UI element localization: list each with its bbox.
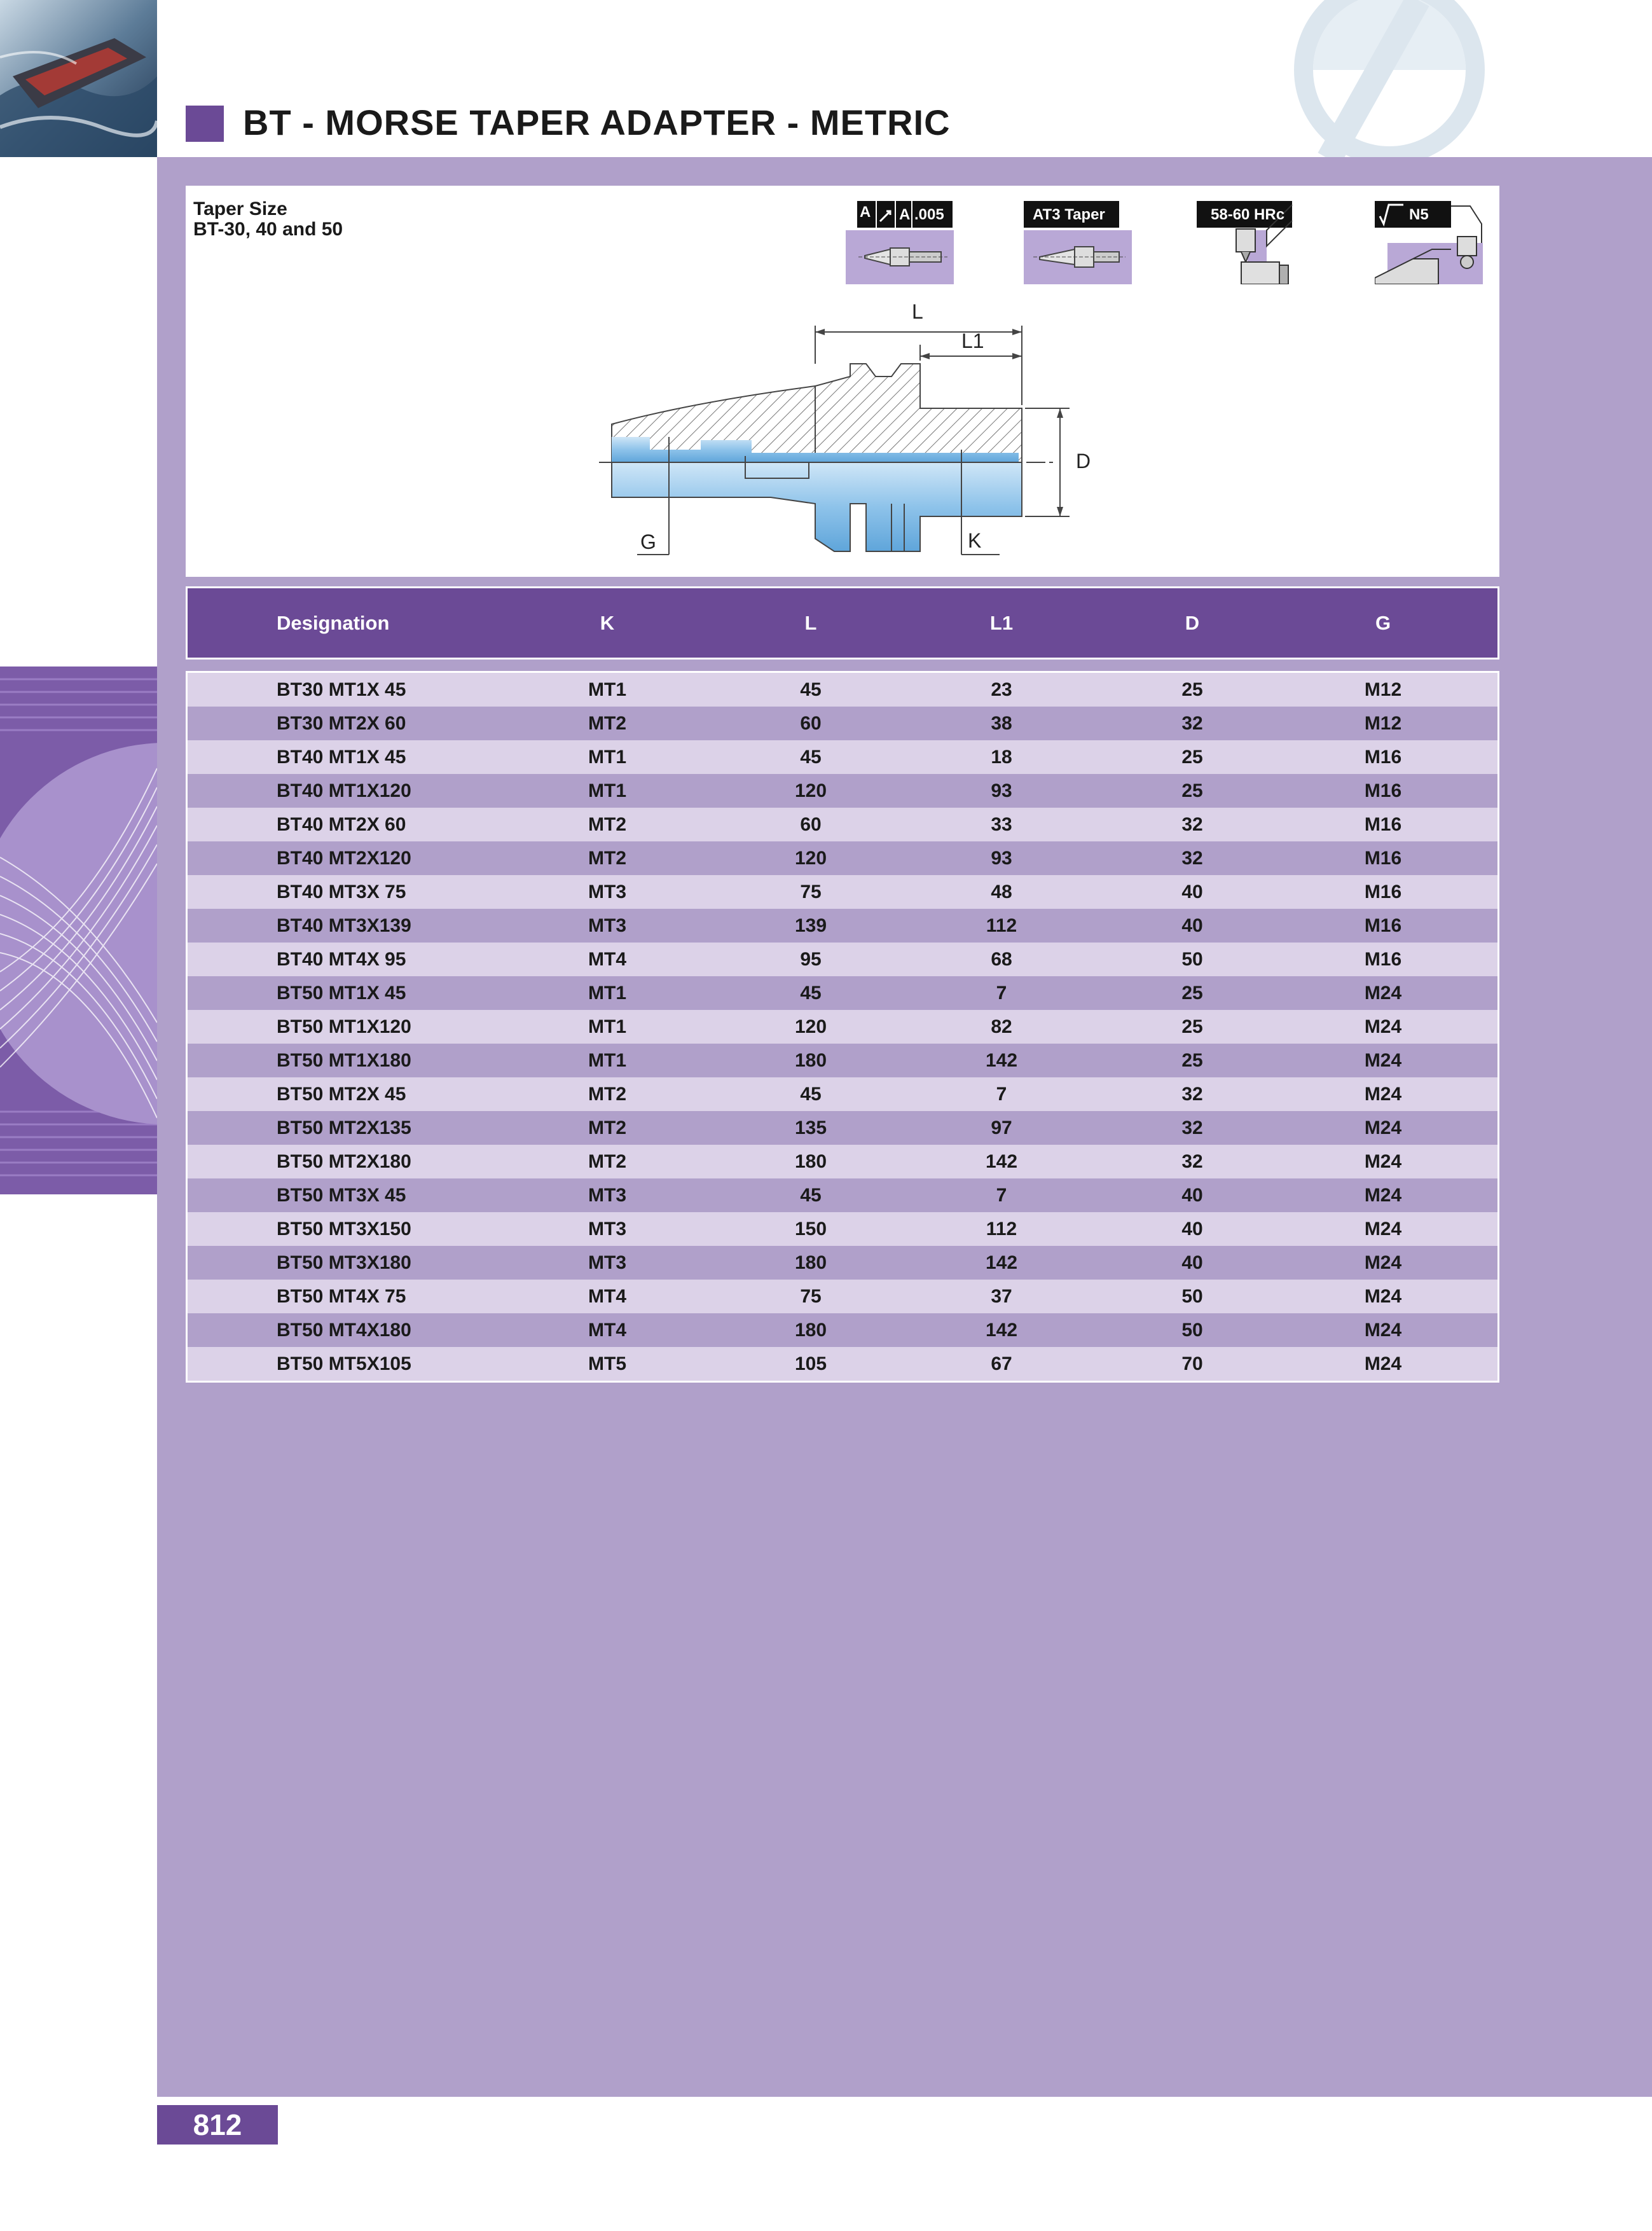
table-row <box>188 1044 1497 1077</box>
cell-d: 40 <box>1181 881 1203 902</box>
cell-l: 120 <box>794 780 827 801</box>
cell-k: MT1 <box>588 983 626 1004</box>
cell-k: MT1 <box>588 780 626 801</box>
cell-g: M24 <box>1364 1117 1402 1138</box>
spec-table-body <box>186 671 1499 1383</box>
cell-g: M16 <box>1364 848 1402 869</box>
table-row <box>188 841 1497 875</box>
table-row <box>188 707 1497 740</box>
cell-designation: BT30 MT2X 60 <box>277 713 406 734</box>
cell-k: MT4 <box>588 1286 626 1307</box>
cell-l: 135 <box>794 1117 827 1138</box>
cell-k: MT3 <box>588 1252 626 1273</box>
cell-k: MT2 <box>588 1117 626 1138</box>
cell-l: 95 <box>800 949 822 970</box>
hero-photo <box>0 0 157 157</box>
cell-d: 40 <box>1181 1219 1203 1240</box>
cell-l: 60 <box>800 814 822 835</box>
cell-k: MT3 <box>588 881 626 902</box>
cell-g: M24 <box>1364 1050 1402 1071</box>
cell-k: MT2 <box>588 814 626 835</box>
cell-d: 50 <box>1181 949 1203 970</box>
cell-l1: 48 <box>991 881 1012 902</box>
table-row <box>188 976 1497 1010</box>
taper-size-label: Taper Size <box>193 198 287 219</box>
cell-designation: BT50 MT4X 75 <box>277 1286 406 1307</box>
cell-g: M12 <box>1364 679 1402 700</box>
cell-l1: 38 <box>991 713 1012 734</box>
runout-datum-a-second: A <box>899 206 911 223</box>
table-row <box>188 1111 1497 1145</box>
cell-g: M16 <box>1364 949 1402 970</box>
cell-g: M24 <box>1364 1151 1402 1172</box>
cell-k: MT3 <box>588 1219 626 1240</box>
cell-k: MT3 <box>588 1185 626 1206</box>
cell-d: 32 <box>1181 1084 1203 1105</box>
cell-designation: BT40 MT1X120 <box>277 780 411 801</box>
cell-d: 40 <box>1181 1252 1203 1273</box>
cell-designation: BT50 MT3X180 <box>277 1252 411 1273</box>
cell-g: M24 <box>1364 1353 1402 1374</box>
table-row <box>188 1178 1497 1212</box>
table-row <box>188 673 1497 707</box>
cell-k: MT1 <box>588 1016 626 1037</box>
cell-d: 50 <box>1181 1286 1203 1307</box>
adapter-technical-drawing <box>599 300 1267 574</box>
cell-l: 120 <box>794 848 827 869</box>
cell-l: 139 <box>794 915 827 936</box>
runout-spec-icon <box>846 198 954 284</box>
cell-l1: 142 <box>985 1050 1018 1071</box>
cell-l: 180 <box>794 1320 827 1341</box>
cell-g: M16 <box>1364 915 1402 936</box>
cell-l1: 112 <box>986 915 1017 936</box>
cell-l1: 23 <box>991 679 1012 700</box>
cell-k: MT4 <box>588 1320 626 1341</box>
cell-g: M16 <box>1364 780 1402 801</box>
cell-designation: BT40 MT1X 45 <box>277 747 406 768</box>
cell-l: 75 <box>800 1286 822 1307</box>
cell-k: MT1 <box>588 747 626 768</box>
cell-designation: BT50 MT4X180 <box>277 1320 411 1341</box>
cell-d: 25 <box>1181 1016 1203 1037</box>
cell-k: MT1 <box>588 679 626 700</box>
cell-d: 70 <box>1181 1353 1203 1374</box>
cell-l: 45 <box>800 747 822 768</box>
table-row <box>188 1313 1497 1347</box>
hardness-label: 58-60 HRc <box>1211 206 1285 223</box>
cell-l: 120 <box>794 1016 827 1037</box>
cell-l1: 7 <box>996 1084 1007 1105</box>
page-title: BT - MORSE TAPER ADAPTER - METRIC <box>243 102 951 142</box>
cell-g: M24 <box>1364 1185 1402 1206</box>
cell-g: M24 <box>1364 1016 1402 1037</box>
table-row <box>188 943 1497 976</box>
cell-l1: 33 <box>991 814 1012 835</box>
cell-designation: BT40 MT3X 75 <box>277 881 406 902</box>
cell-designation: BT50 MT2X 45 <box>277 1084 406 1105</box>
table-row <box>188 774 1497 808</box>
taper-grade-label: AT3 Taper <box>1033 206 1105 223</box>
cell-d: 25 <box>1181 780 1203 801</box>
cell-l1: 93 <box>991 848 1012 869</box>
cell-l1: 93 <box>991 780 1012 801</box>
cell-l: 180 <box>794 1050 827 1071</box>
cell-l1: 7 <box>996 1185 1007 1206</box>
cell-l: 105 <box>794 1353 827 1374</box>
decorative-wave-band <box>0 667 157 1194</box>
dimension-label-k: K <box>968 529 982 552</box>
cell-d: 25 <box>1181 679 1203 700</box>
runout-datum-a: A <box>860 204 871 221</box>
cell-g: M16 <box>1364 814 1402 835</box>
cell-l: 75 <box>800 881 822 902</box>
header-g: G <box>1375 612 1391 634</box>
cell-d: 32 <box>1181 1117 1203 1138</box>
header-l: L <box>804 612 817 634</box>
cell-d: 32 <box>1181 814 1203 835</box>
table-row <box>188 1212 1497 1246</box>
cell-g: M24 <box>1364 1286 1402 1307</box>
cell-k: MT4 <box>588 949 626 970</box>
cell-designation: BT50 MT2X135 <box>277 1117 411 1138</box>
header-l1: L1 <box>989 612 1014 634</box>
cell-l1: 142 <box>985 1252 1018 1273</box>
cell-l1: 7 <box>996 983 1007 1004</box>
cell-k: MT1 <box>588 1050 626 1071</box>
cell-k: MT3 <box>588 915 626 936</box>
cell-g: M24 <box>1364 1084 1402 1105</box>
cell-designation: BT40 MT4X 95 <box>277 949 406 970</box>
spec-table-header <box>186 586 1499 660</box>
cell-d: 25 <box>1181 747 1203 768</box>
cell-d: 32 <box>1181 848 1203 869</box>
cell-d: 50 <box>1181 1320 1203 1341</box>
table-row <box>188 1077 1497 1111</box>
cell-k: MT2 <box>588 1151 626 1172</box>
cell-l1: 67 <box>991 1353 1012 1374</box>
dimension-label-l1: L1 <box>961 329 984 352</box>
cell-d: 40 <box>1181 915 1203 936</box>
dimension-label-l: L <box>912 300 923 323</box>
taper-spec-icon <box>1024 198 1132 284</box>
dimension-label-d: D <box>1076 450 1091 473</box>
dimension-label-g: G <box>640 530 656 553</box>
cell-designation: BT40 MT3X139 <box>277 915 411 936</box>
cell-g: M24 <box>1364 1252 1402 1273</box>
cell-l1: 112 <box>986 1219 1017 1240</box>
cell-k: MT2 <box>588 848 626 869</box>
cell-l: 45 <box>800 1084 822 1105</box>
cell-g: M12 <box>1364 713 1402 734</box>
cell-l1: 82 <box>991 1016 1012 1037</box>
cell-designation: BT30 MT1X 45 <box>277 679 406 700</box>
decorative-circle <box>1291 0 1488 159</box>
cell-l1: 97 <box>991 1117 1012 1138</box>
cell-l: 180 <box>794 1252 827 1273</box>
cell-k: MT2 <box>588 1084 626 1105</box>
product-info-panel <box>186 186 1499 577</box>
cell-l: 45 <box>800 1185 822 1206</box>
cell-d: 25 <box>1181 1050 1203 1071</box>
cell-designation: BT40 MT2X120 <box>277 848 411 869</box>
table-row <box>188 1010 1497 1044</box>
cell-d: 25 <box>1181 983 1203 1004</box>
cell-designation: BT50 MT1X120 <box>277 1016 411 1037</box>
cell-designation: BT50 MT2X180 <box>277 1151 411 1172</box>
cell-k: MT5 <box>588 1353 626 1374</box>
cell-l1: 68 <box>991 949 1012 970</box>
cell-designation: BT50 MT1X180 <box>277 1050 411 1071</box>
cell-g: M16 <box>1364 747 1402 768</box>
cell-d: 40 <box>1181 1185 1203 1206</box>
cell-l: 60 <box>800 713 822 734</box>
table-row <box>188 875 1497 909</box>
cell-d: 32 <box>1181 1151 1203 1172</box>
taper-size-value: BT-30, 40 and 50 <box>193 219 343 240</box>
table-row <box>188 909 1497 943</box>
header-designation: Designation <box>277 612 390 634</box>
header-k: K <box>600 612 615 634</box>
header-marker <box>186 106 224 142</box>
cell-l: 180 <box>794 1151 827 1172</box>
cell-k: MT2 <box>588 713 626 734</box>
table-row <box>188 1145 1497 1178</box>
cell-designation: BT40 MT2X 60 <box>277 814 406 835</box>
cell-l1: 142 <box>985 1320 1018 1341</box>
cell-d: 32 <box>1181 713 1203 734</box>
surface-finish-label: N5 <box>1409 206 1429 223</box>
cell-l1: 18 <box>991 747 1012 768</box>
cell-l: 150 <box>794 1219 827 1240</box>
runout-value: .005 <box>914 206 944 223</box>
cell-l1: 142 <box>985 1151 1018 1172</box>
cell-l: 45 <box>800 679 822 700</box>
surface-finish-spec-icon <box>1375 198 1483 284</box>
cell-designation: BT50 MT3X150 <box>277 1219 411 1240</box>
cell-designation: BT50 MT3X 45 <box>277 1185 406 1206</box>
cell-l1: 37 <box>991 1286 1012 1307</box>
table-row <box>188 740 1497 774</box>
header-d: D <box>1185 612 1200 634</box>
cell-g: M16 <box>1364 881 1402 902</box>
table-row <box>188 808 1497 841</box>
table-row <box>188 1347 1497 1381</box>
hardness-spec-icon <box>1197 198 1305 284</box>
cell-g: M24 <box>1364 983 1402 1004</box>
cell-designation: BT50 MT1X 45 <box>277 983 406 1004</box>
page-number: 812 <box>193 2108 242 2141</box>
cell-l: 45 <box>800 983 822 1004</box>
cell-g: M24 <box>1364 1320 1402 1341</box>
cell-g: M24 <box>1364 1219 1402 1240</box>
cell-designation: BT50 MT5X105 <box>277 1353 411 1374</box>
table-row <box>188 1280 1497 1313</box>
table-row <box>188 1246 1497 1280</box>
